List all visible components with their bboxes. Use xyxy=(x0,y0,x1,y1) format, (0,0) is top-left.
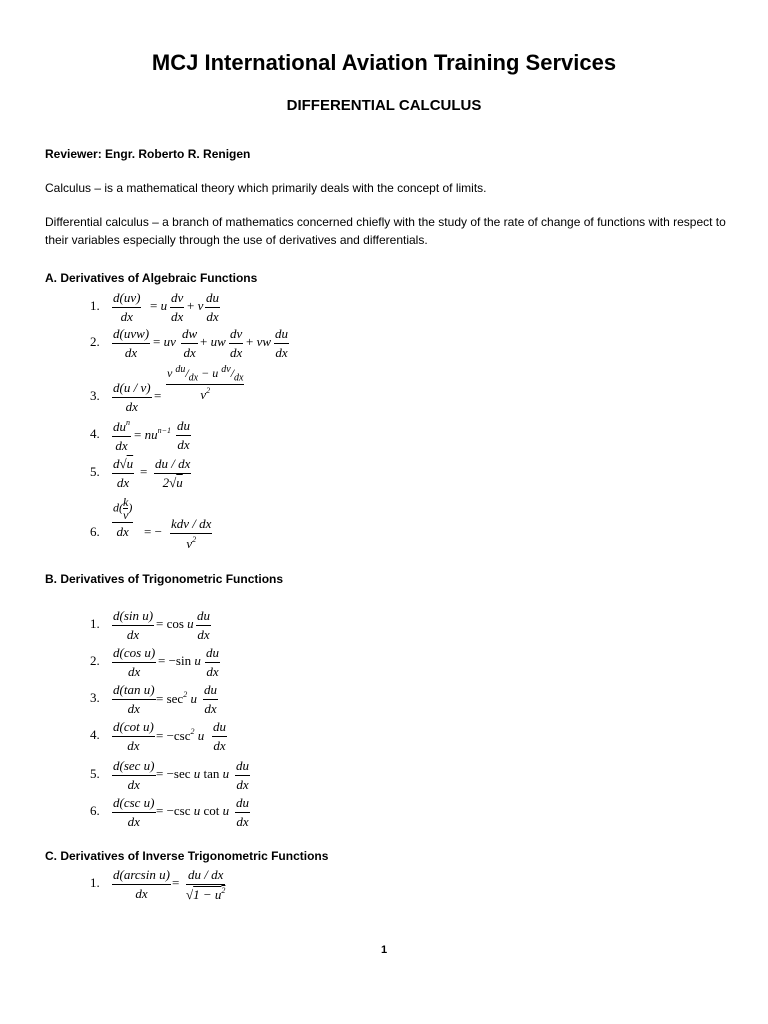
document-title: MCJ International Aviation Training Services xyxy=(151,50,617,75)
calculus-definition: Calculus – is a mathematical theory which primarily deals with the concept of limits. xyxy=(45,181,487,195)
reviewer-line: Reviewer: Engr. Roberto R. Renigen xyxy=(45,147,251,161)
section-c-heading: C. Derivatives of Inverse Trigonometric Functions xyxy=(45,849,329,863)
section-b-heading: B. Derivatives of Trigonometric Functions xyxy=(45,572,284,586)
differential-calculus-definition: Differential calculus – a branch of mathematics concerned chiefly with the study of the rate of change of functions with respect to their variables especially through the use of derivatives and differentials. xyxy=(45,215,726,247)
section-a-heading: A. Derivatives of Algebraic Functions xyxy=(45,271,258,285)
document-subtitle: DIFFERENTIAL CALCULUS xyxy=(286,97,482,114)
page-number: 1 xyxy=(380,944,388,956)
document-page: MCJ International Aviation Training Services DIFFERENTIAL CALCULUS Reviewer: Engr. Roberto R. Renigen Calculus – is a mathematical theory which primarily deals with the concept of limits. Differential calculus – a branch of mathematics concerned chiefly with the study of the rate of change of functions with respect to their variables especially through the use of derivatives and differentials. A. Derivatives of Algebraic Functions 1. $\frac{d(uv)}{dx}$ = u $\frac{dv}{dx}$ + v $\frac{du}{dx}$ 2. d(uvw) dx = uv $\frac{dw}{dx}$ + uw $\frac{dv}{dx}$ + vw $\frac{du}{dx}$ 3. $\frac{d(u / v)}{dx}$ = $\frac{v ^{du}/_{dx} - u ^{dv}/_{dx}}{v^2}$ 4. $du^n$ dx = $nu^{n-1}$ $\frac{du}{dx}$ 5. $\frac{d√u}{dx}$ = $\frac{du / dx}{2√u}$ 6. $d(\frac{k}{v})$ dx = − kdv / dx $v^2$ B. Derivatives of Trigonometric Functions 1. $\frac{\text{d(sin u)}}{dx}$ = cos u $\frac{du}{dx}$ 2. $\frac{\text{d(cos u)}}{dx}$ = −sin u $\frac{du}{dx}$ 3. $\frac{\text{d(tan u)}}{dx}$ = $\sec^2 u$ $\frac{du}{dx}$ 4. $\frac{\text{d(cot u)}}{dx}$ = $-\csc^2$ u $\frac{du}{dx}$ 5. d(sec u) dx = −sec u tan u $\frac{du}{dx}$ 6. d(csc u) dx = −csc u cot u $\frac{du}{dx}$ C. Derivatives of Inverse Trigonometric Functions 1. $\frac{\text{d(arcsin u)}}{dx}$ = $\frac{du / dx}{√1 - u^2}$ 1 xyxy=(0,0,768,1024)
